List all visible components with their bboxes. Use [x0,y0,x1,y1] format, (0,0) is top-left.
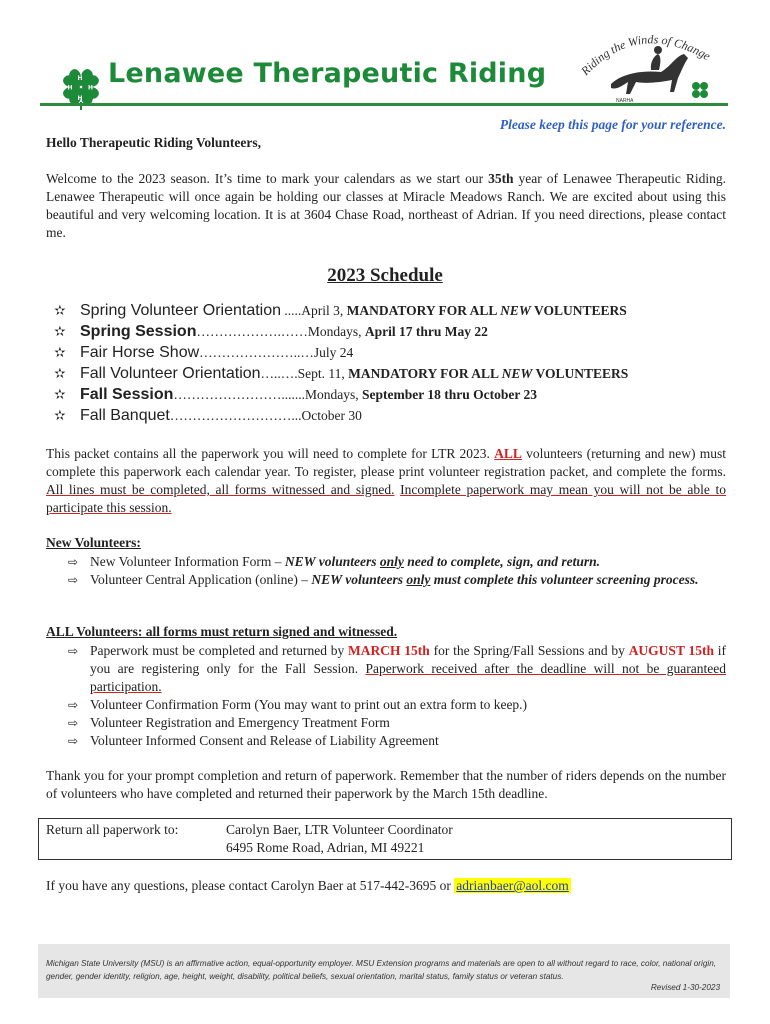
schedule-item: ✫ Fall Session…………………….......Mondays, September 18 thru October 23 [54,386,537,403]
logo-arc-text: Riding the Winds of Change [578,32,713,78]
revision-date: Revised 1-30-2023 [650,983,720,992]
thanks-paragraph: Thank you for your prompt completion and return of paperwork. Remember that the number of riders depends on the number of volunteers who have completed and returned their paperwork by the March 15th deadline. [46,768,726,801]
greeting: Hello Therapeutic Riding Volunteers, [46,135,262,150]
arrow-icon: ⇨ [68,573,79,587]
schedule-title: 2023 Schedule [327,265,443,286]
star-icon: ✫ [54,346,66,361]
svg-text:H: H [88,84,94,92]
packet-paragraph: This packet contains all the paperwork you will need to complete for LTR 2023. ALL volunteers (returning and new) must complete this paperwork each calendar year. To register, please print volunteer registration packet, and complete the forms. All lines must be completed, all forms witnessed and signed. Incomplete paperwork may mean you will not be able to participate this session. [46,446,727,515]
schedule-item: ✫ Spring Session……………….……Mondays, April 17 thru May 22 [54,323,488,340]
arrow-icon: ⇨ [68,716,79,730]
welcome-paragraph: Welcome to the 2023 season. It’s time to mark your calendars as we start our 35th year of Lenawee Therapeutic Riding. Lenawee Therapeutic will once again be holding our classes at Miracle Meadows Ranch. We are excited about using this beautiful and very welcoming location. It is at 3604 Chase Road, northeast of Adrian. If you need directions, please contact me. [46,171,726,240]
page-title: Lenawee Therapeutic Riding [108,58,547,89]
star-icon: ✫ [54,388,66,403]
star-icon: ✫ [54,325,66,340]
coordinator-address: 6495 Rome Road, Adrian, MI 49221 [226,840,425,855]
list-item: ⇨ Volunteer Confirmation Form (You may want to print out an extra form to keep.) [68,697,528,712]
svg-text:H: H [77,95,83,102]
email-link[interactable]: adrianbaer@aol.com [456,878,569,893]
footer-disclaimer: Michigan State University (MSU) is an affirmative action, equal-opportunity employer. MSU Extension programs and materials are open to all without regard to race, color, national origin, gender, gender identity, religion, age, height, weight, disability, political beliefs, sexual orientation, marital status, family status or veteran status. [46,959,717,981]
list-item: ⇨ New Volunteer Information Form – NEW volunteers only need to complete, sign, and return. [68,554,601,569]
star-icon: ✫ [54,367,66,382]
schedule-item: ✫ Fall Banquet………………………...October 30 [54,407,362,424]
arrow-icon: ⇨ [68,644,79,658]
new-volunteers-heading: New Volunteers: [46,535,141,550]
svg-text:H: H [77,75,83,82]
arrow-icon: ⇨ [68,698,79,712]
list-item: ⇨ Volunteer Informed Consent and Release of Liability Agreement [68,733,439,748]
arrow-icon: ⇨ [68,734,79,748]
schedule-item: ✫ Spring Volunteer Orientation .....April 3, MANDATORY FOR ALL NEW VOLUNTEERS [54,302,627,319]
list-item: ⇨ Volunteer Central Application (online) – NEW volunteers only must complete this volunteer screening process. [68,572,699,587]
all-volunteers-heading: ALL Volunteers: all forms must return signed and witnessed. [46,624,398,639]
riding-logo-icon [566,26,726,106]
schedule-item: ✫ Fall Volunteer Orientation…..….Sept. 11, MANDATORY FOR ALL NEW VOLUNTEERS [54,365,629,382]
list-item: ⇨ Volunteer Registration and Emergency Treatment Form [68,715,390,730]
list-item: ⇨ Paperwork must be completed and returned by MARCH 15th for the Spring/Fall Sessions and by AUGUST 15th if you are registering only for the Fall Session. Paperwork received after the deadline will not be guaranteed participation. [68,643,726,694]
arrow-icon: ⇨ [68,555,79,569]
contact-line: If you have any questions, please contact Carolyn Baer at 517-442-3695 or adrianbaer@aol.com [46,878,569,893]
star-icon: ✫ [54,304,66,319]
return-label: Return all paperwork to: [46,822,179,837]
logo-small-text: NARHA [616,98,634,104]
schedule-item: ✫ Fair Horse Show…………………..…July 24 [54,344,354,361]
svg-text:H: H [67,84,73,92]
star-icon: ✫ [54,409,66,424]
coordinator-name: Carolyn Baer, LTR Volunteer Coordinator [226,822,453,837]
reference-note: Please keep this page for your reference. [499,117,726,132]
